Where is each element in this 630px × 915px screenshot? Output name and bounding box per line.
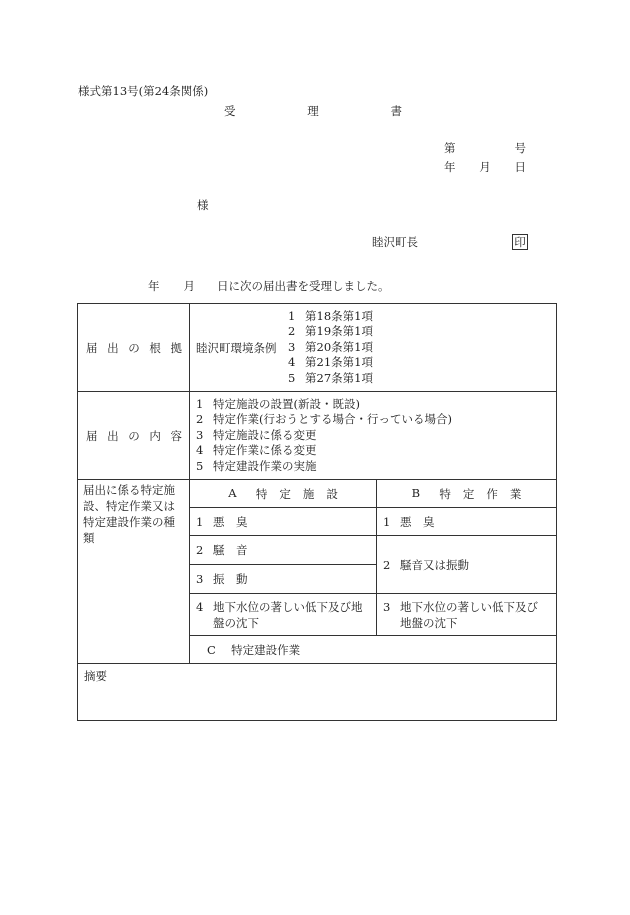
list-item: 5 第27条第1項 [288, 370, 373, 385]
facility-header: A 特 定 施 設 [190, 480, 377, 508]
list-item: 1 特定施設の設置(新設・既設) [196, 396, 360, 411]
list-item: 2 第19条第1項 [288, 324, 373, 339]
basis-row [78, 304, 557, 392]
list-item: 3 特定施設に係る変更 [196, 427, 317, 442]
list-item: 1 第18条第1項 [288, 308, 373, 323]
ordinance-name: 睦沢町環境条例 [196, 340, 277, 355]
work-item: 1 悪 臭 [377, 508, 557, 536]
list-item: 2 特定作業(行おうとする場合・行っている場合) [196, 412, 452, 427]
work-item: 3 地下水位の著しい低下及び 地盤の沈下 [377, 594, 557, 636]
basis-label: 届 出 の 根 拠 [78, 304, 190, 392]
list-item: 3 第20条第1項 [288, 339, 373, 354]
work-item: 2 騒音又は振動 [377, 536, 557, 594]
remarks-label: 摘要 [84, 669, 107, 683]
facility-item: 1 悪 臭 [190, 508, 377, 536]
seal-box: 印 [512, 234, 528, 250]
facility-item: 4 地下水位の著しい低下及び地 盤の沈下 [190, 594, 377, 636]
content-list [196, 397, 556, 475]
article-list [288, 309, 373, 387]
form-number: 様式第13号(第24条関係) [78, 84, 209, 98]
content-value [190, 392, 557, 480]
list-item: 4 特定作業に係る変更 [196, 443, 317, 458]
list-item: 5 特定建設作業の実施 [196, 458, 317, 473]
remarks-cell [78, 664, 557, 721]
addressee-suffix: 様 [197, 198, 209, 212]
content-row [78, 392, 557, 480]
receipt-table [77, 303, 557, 721]
content-label: 届 出 の 内 容 [78, 392, 190, 480]
issue-date-line: 年 月 日 [444, 160, 526, 174]
facility-item: 3 振 動 [190, 565, 377, 594]
issuer-name: 睦沢町長 [372, 235, 418, 249]
basis-value [190, 304, 557, 392]
construction-header: C 特定建設作業 [190, 636, 557, 664]
document-number-line: 第 号 [444, 141, 526, 155]
remarks-row [78, 664, 557, 721]
document-title: 受 理 書 [224, 104, 402, 118]
work-header: B 特 定 作 業 [377, 480, 557, 508]
kind-head-row [78, 480, 557, 508]
facility-item: 2 騒 音 [190, 536, 377, 565]
list-item: 4 第21条第1項 [288, 355, 373, 370]
kind-label: 届出に係る特定施設、特定作業又は特定建設作業の種類 [78, 480, 190, 664]
receipt-statement: 年 月 日に次の届出書を受理しました。 [148, 279, 390, 293]
